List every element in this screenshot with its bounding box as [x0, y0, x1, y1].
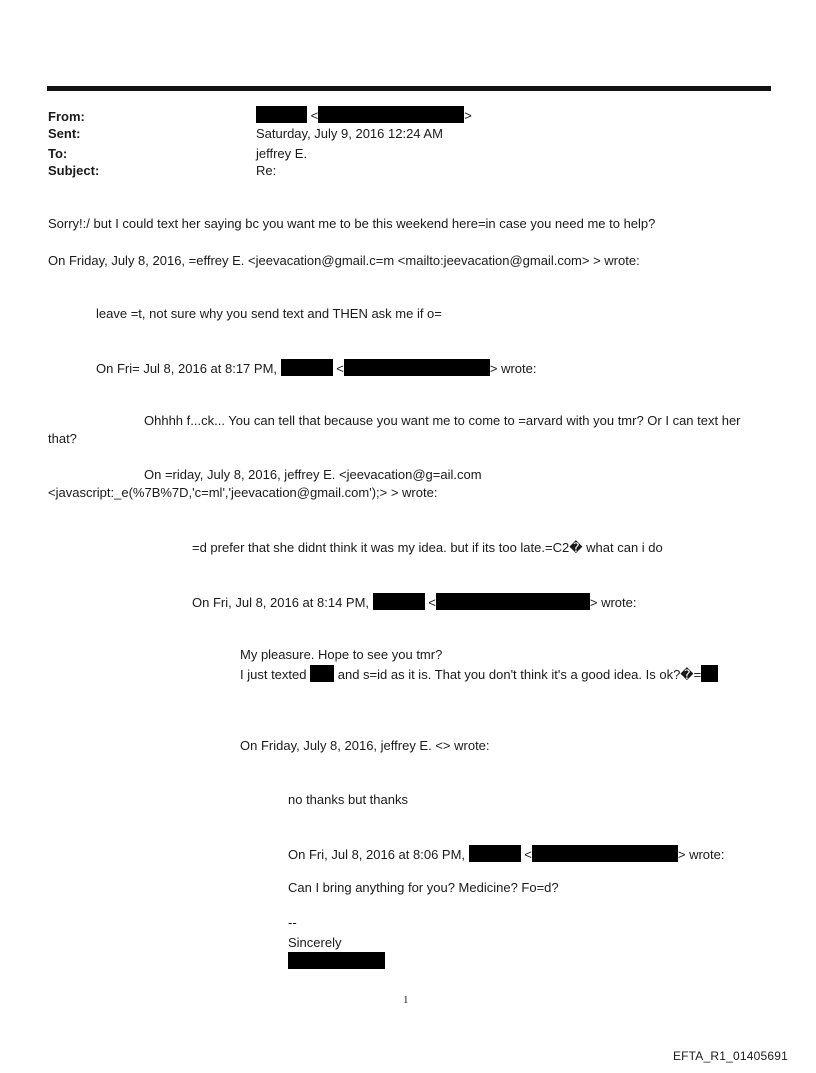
quote-7-line: Can I bring anything for you? Medicine? Fo=d?	[288, 880, 559, 895]
page-number: 1	[403, 994, 409, 1006]
document-id: EFTA_R1_01405691	[672, 1049, 788, 1063]
redacted-name	[256, 106, 307, 123]
to-value: jeffrey E.	[256, 146, 308, 161]
redacted-email	[318, 106, 464, 123]
redacted-email	[532, 845, 678, 862]
from-lt: <	[310, 108, 319, 123]
sent-label: Sent:	[48, 126, 81, 141]
attribution-tail: > wrote:	[489, 361, 537, 376]
quote-2-line-a: Ohhhh f...ck... You can tell that because you want me to come to =arvard with you tmr? Or I can text her	[144, 413, 741, 428]
attribution-text: On Fri, Jul 8, 2016 at 8:06 PM,	[288, 847, 466, 862]
header-rule	[47, 86, 771, 91]
attribution-text: On Fri= Jul 8, 2016 at 8:17 PM,	[96, 361, 278, 376]
quote-text: and s=id as it is. That you don't think it's a good idea. Is ok?�=	[337, 667, 702, 682]
attribution-lt: <	[428, 595, 436, 610]
redacted-email	[344, 359, 490, 376]
attribution-tail: > wrote:	[589, 595, 637, 610]
subject-label: Subject:	[48, 163, 100, 178]
from-gt: >	[464, 108, 472, 123]
redacted-name	[469, 845, 521, 862]
quote-text: I just texted	[240, 667, 307, 682]
subject-value: Re:	[256, 163, 277, 178]
redacted-name	[281, 359, 333, 376]
from-label: From:	[48, 109, 85, 124]
redacted-block	[701, 665, 718, 682]
quote-2-line-b: that?	[48, 431, 77, 446]
quote-4-line-1: My pleasure. Hope to see you tmr?	[240, 647, 443, 662]
sent-value: Saturday, July 9, 2016 12:24 AM	[256, 126, 443, 141]
attribution-tail: > wrote:	[677, 847, 725, 862]
body-line-2: On Friday, July 8, 2016, =effrey E. <jeevacation@gmail.c=m <mailto:jeevacation@gmail.com> > wrote:	[48, 253, 640, 268]
quote-1-line: leave =t, not sure why you send text and THEN ask me if o=	[96, 306, 442, 321]
body-line-1: Sorry!:/ but I could text her saying bc you want me to be this weekend here=in case you need me to help?	[48, 216, 656, 231]
to-label: To:	[48, 146, 68, 161]
quote-6-attribution	[288, 845, 724, 862]
redacted-name	[310, 665, 334, 682]
from-value	[256, 106, 472, 123]
redacted-email	[436, 593, 590, 610]
quote-5-attribution: On Friday, July 8, 2016, jeffrey E. <> wrote:	[240, 738, 490, 753]
quote-2-attribution-a: On =riday, July 8, 2016, jeffrey E. <jeevacation@g=ail.com	[144, 467, 482, 482]
quote-4-line-2	[240, 665, 718, 683]
attribution-text: On Fri, Jul 8, 2016 at 8:14 PM,	[192, 595, 370, 610]
attribution-lt: <	[336, 361, 344, 376]
quote-3-line: =d prefer that she didnt think it was my idea. but if its too late.=C2� what can i do	[192, 540, 663, 555]
quote-6-line: no thanks but thanks	[288, 792, 408, 807]
quote-2-attribution-b: <javascript:_e(%7B%7D,'c=ml','jeevacation@gmail.com');> > wrote:	[48, 485, 438, 500]
redacted-signature	[288, 952, 385, 969]
signature-closing: Sincerely	[288, 935, 342, 950]
redacted-name	[373, 593, 425, 610]
quote-1-attribution	[96, 359, 536, 376]
attribution-lt: <	[524, 847, 532, 862]
quote-3-attribution	[192, 593, 636, 610]
signature-separator: --	[288, 915, 297, 930]
